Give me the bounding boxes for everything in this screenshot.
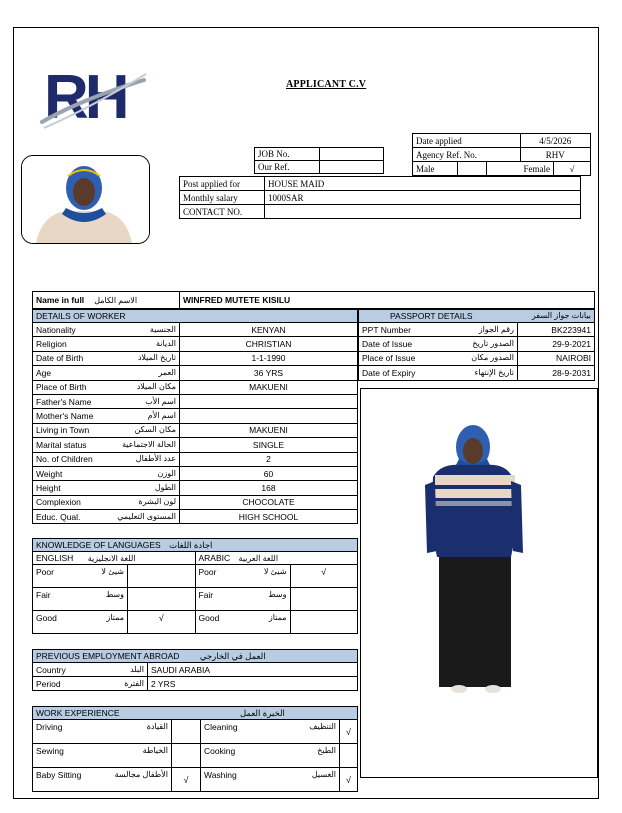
passport-value: BK223941 <box>518 323 595 337</box>
passport-label: Place of Issue <box>362 353 416 364</box>
english-level-checkbox: √ <box>128 611 196 634</box>
detail-value: SINGLE <box>180 438 358 452</box>
detail-value: CHRISTIAN <box>180 337 358 351</box>
detail-value: 1-1-1990 <box>180 351 358 365</box>
country-label-ar: البلد <box>130 664 144 674</box>
detail-label-ar: لون البشرة <box>138 497 176 507</box>
english-level-label-ar: شيئ لا <box>101 567 124 576</box>
skill-label: Washing <box>204 770 237 780</box>
svg-text:RH: RH <box>44 63 126 132</box>
english-level-label: Poor <box>36 567 54 577</box>
rh-logo <box>40 60 150 132</box>
detail-label: Living in Town <box>36 425 90 436</box>
detail-label: Date of Birth <box>36 353 84 364</box>
detail-label: No. of Children <box>36 454 93 465</box>
experience-heading: WORK EXPERIENCE <box>36 707 120 718</box>
contact-label: CONTACT NO. <box>180 205 265 219</box>
experience-heading-ar: الخبرة العمل <box>239 707 285 718</box>
detail-label-ar: مكان السكن <box>134 425 176 435</box>
agency-ref-value: RHV <box>520 148 591 162</box>
skill-label: Driving <box>36 722 63 732</box>
detail-label-ar: اسم الأب <box>145 396 176 406</box>
arabic-level-checkbox <box>290 588 358 611</box>
details-heading: DETAILS OF WORKER <box>33 310 358 323</box>
arabic-level-checkbox: √ <box>290 565 358 588</box>
passport-label-ar: الصدور تاريخ <box>472 339 514 349</box>
country-value: SAUDI ARABIA <box>148 663 358 677</box>
detail-value: HIGH SCHOOL <box>180 510 358 524</box>
contact-value <box>265 205 581 219</box>
name-row <box>32 291 595 309</box>
detail-label: Height <box>36 482 61 493</box>
skill-label-ar: الطبخ <box>317 746 336 755</box>
skill-label: Sewing <box>36 746 64 756</box>
job-no-value <box>320 148 384 161</box>
name-label: Name in full <box>36 295 85 305</box>
skill-label-ar: الغسيل <box>311 770 336 779</box>
detail-label: Mother's Name <box>36 411 94 422</box>
detail-value: MAKUENI <box>180 380 358 394</box>
detail-label-ar: اسم الأم <box>147 411 176 421</box>
arabic-level-label-ar: شيئ لا <box>263 567 287 576</box>
detail-label-ar: الوزن <box>157 468 176 478</box>
detail-label-ar: الديانة <box>155 339 176 349</box>
detail-label: Father's Name <box>36 396 92 407</box>
period-value: 2 YRS <box>148 677 358 691</box>
our-ref-label: Our Ref. <box>255 161 320 174</box>
post-label: Post applied for <box>180 177 265 191</box>
passport-value: 29-9-2021 <box>518 337 595 351</box>
detail-value <box>180 394 358 408</box>
employment-heading-ar: العمل في الخارجي <box>199 650 266 661</box>
detail-value: KENYAN <box>180 323 358 337</box>
detail-label: Nationality <box>36 324 76 335</box>
passport-heading-ar: بيانات جواز السفر <box>531 311 591 320</box>
arabic-level-label-ar: وسط <box>268 590 287 599</box>
detail-label: Complexion <box>36 497 81 508</box>
skill-checkbox: √ <box>340 720 358 744</box>
skill-label-ar: الخياطة <box>142 746 168 755</box>
skill-label-ar: القيادة <box>146 722 168 731</box>
female-check: √ <box>554 162 591 176</box>
name-value: WINFRED MUTETE KISILU <box>180 292 595 309</box>
passport-label: Date of Expiry <box>362 367 416 378</box>
english-level-label: Fair <box>36 590 51 600</box>
languages-heading-ar: اجادة اللغات <box>169 539 213 550</box>
male-label: Male <box>413 162 458 176</box>
detail-label-ar: عدد الأطفال <box>135 454 176 464</box>
passport-value: 28-9-2031 <box>518 366 595 380</box>
female-label: Female <box>487 162 554 176</box>
period-label-ar: الفترة <box>124 678 144 688</box>
arabic-level-label-ar: ممتاز <box>268 613 287 622</box>
arabic-level-checkbox <box>290 611 358 634</box>
skill-checkbox: √ <box>172 768 201 792</box>
skill-label: Cooking <box>204 746 236 756</box>
detail-label-ar: المستوى التعليمي <box>117 511 176 521</box>
experience-table <box>32 706 358 792</box>
languages-heading: KNOWLEDGE OF LANGUAGES <box>36 539 161 550</box>
skill-label-ar: التنظيف <box>309 722 336 731</box>
passport-label-ar: رقم الجواز <box>478 324 514 334</box>
post-value: HOUSE MAID <box>265 177 581 191</box>
country-label: Country <box>36 664 66 675</box>
detail-label: Religion <box>36 339 67 350</box>
skill-label-ar: الأطفال مجالسة <box>114 770 168 779</box>
date-applied-label: Date applied <box>413 134 521 148</box>
employment-table <box>32 649 358 691</box>
date-box <box>412 133 591 176</box>
detail-label-ar: الطول <box>154 482 176 492</box>
passport-value: NAIROBI <box>518 351 595 365</box>
job-box <box>254 147 384 174</box>
applicant-photo-small <box>21 155 150 244</box>
english-label: ENGLISH <box>36 553 74 563</box>
english-level-checkbox <box>128 588 196 611</box>
passport-table <box>358 309 595 381</box>
arabic-level-label: Poor <box>198 567 217 577</box>
passport-label-ar: تاريخ الإنتهاء <box>474 367 514 377</box>
detail-value: MAKUENI <box>180 423 358 437</box>
arabic-label: ARABIC <box>198 553 231 563</box>
document-title: APPLICANT C.V <box>286 79 367 90</box>
skill-checkbox <box>172 720 201 744</box>
skill-checkbox <box>340 744 358 768</box>
details-table <box>32 309 358 524</box>
languages-table <box>32 538 358 634</box>
detail-label-ar: الحالة الاجتماعية <box>122 439 176 449</box>
detail-value: 168 <box>180 481 358 495</box>
detail-label-ar: تاريخ الميلاد <box>137 353 176 363</box>
period-label: Period <box>36 678 61 689</box>
passport-heading: PASSPORT DETAILS <box>390 311 473 321</box>
skill-label: Baby Sitting <box>36 770 82 780</box>
skill-label: Cleaning <box>204 722 238 732</box>
detail-label-ar: العمر <box>158 367 176 377</box>
our-ref-value <box>320 161 384 174</box>
passport-label: PPT Number <box>362 324 411 335</box>
detail-label: Age <box>36 367 52 378</box>
salary-value: 1000SAR <box>265 191 581 205</box>
detail-value <box>180 409 358 423</box>
skill-checkbox: √ <box>340 768 358 792</box>
employment-heading: PREVIOUS EMPLOYMENT ABROAD <box>36 650 180 661</box>
detail-label: Educ. Qual. <box>36 511 81 522</box>
english-label-ar: اللغة الانجليزية <box>87 554 136 563</box>
arabic-level-label: Good <box>198 613 220 623</box>
job-no-label: JOB No. <box>255 148 320 161</box>
detail-label-ar: الجنسية <box>149 324 176 334</box>
detail-value: 2 <box>180 452 358 466</box>
detail-label: Weight <box>36 468 63 479</box>
detail-label: Place of Birth <box>36 382 87 393</box>
arabic-label-ar: اللغة العربية <box>238 554 279 563</box>
english-level-label-ar: ممتاز <box>106 613 124 622</box>
skill-checkbox <box>172 744 201 768</box>
detail-label-ar: مكان الميلاد <box>136 382 176 392</box>
date-applied-value: 4/5/2026 <box>520 134 591 148</box>
english-level-label: Good <box>36 613 57 623</box>
post-box <box>179 176 581 219</box>
male-check <box>458 162 487 176</box>
english-level-checkbox <box>128 565 196 588</box>
detail-value: 36 YRS <box>180 366 358 380</box>
detail-label: Marital status <box>36 439 87 450</box>
salary-label: Monthly salary <box>180 191 265 205</box>
passport-label-ar: الصدور مكان <box>471 353 514 363</box>
english-level-label-ar: وسط <box>105 590 124 599</box>
detail-value: CHOCOLATE <box>180 495 358 509</box>
passport-label: Date of Issue <box>362 339 413 350</box>
name-label-ar: الاسم الكامل <box>94 296 138 305</box>
detail-value: 60 <box>180 466 358 480</box>
agency-ref-label: Agency Ref. No. <box>413 148 521 162</box>
applicant-photo-full <box>360 388 598 778</box>
arabic-level-label: Fair <box>198 590 214 600</box>
